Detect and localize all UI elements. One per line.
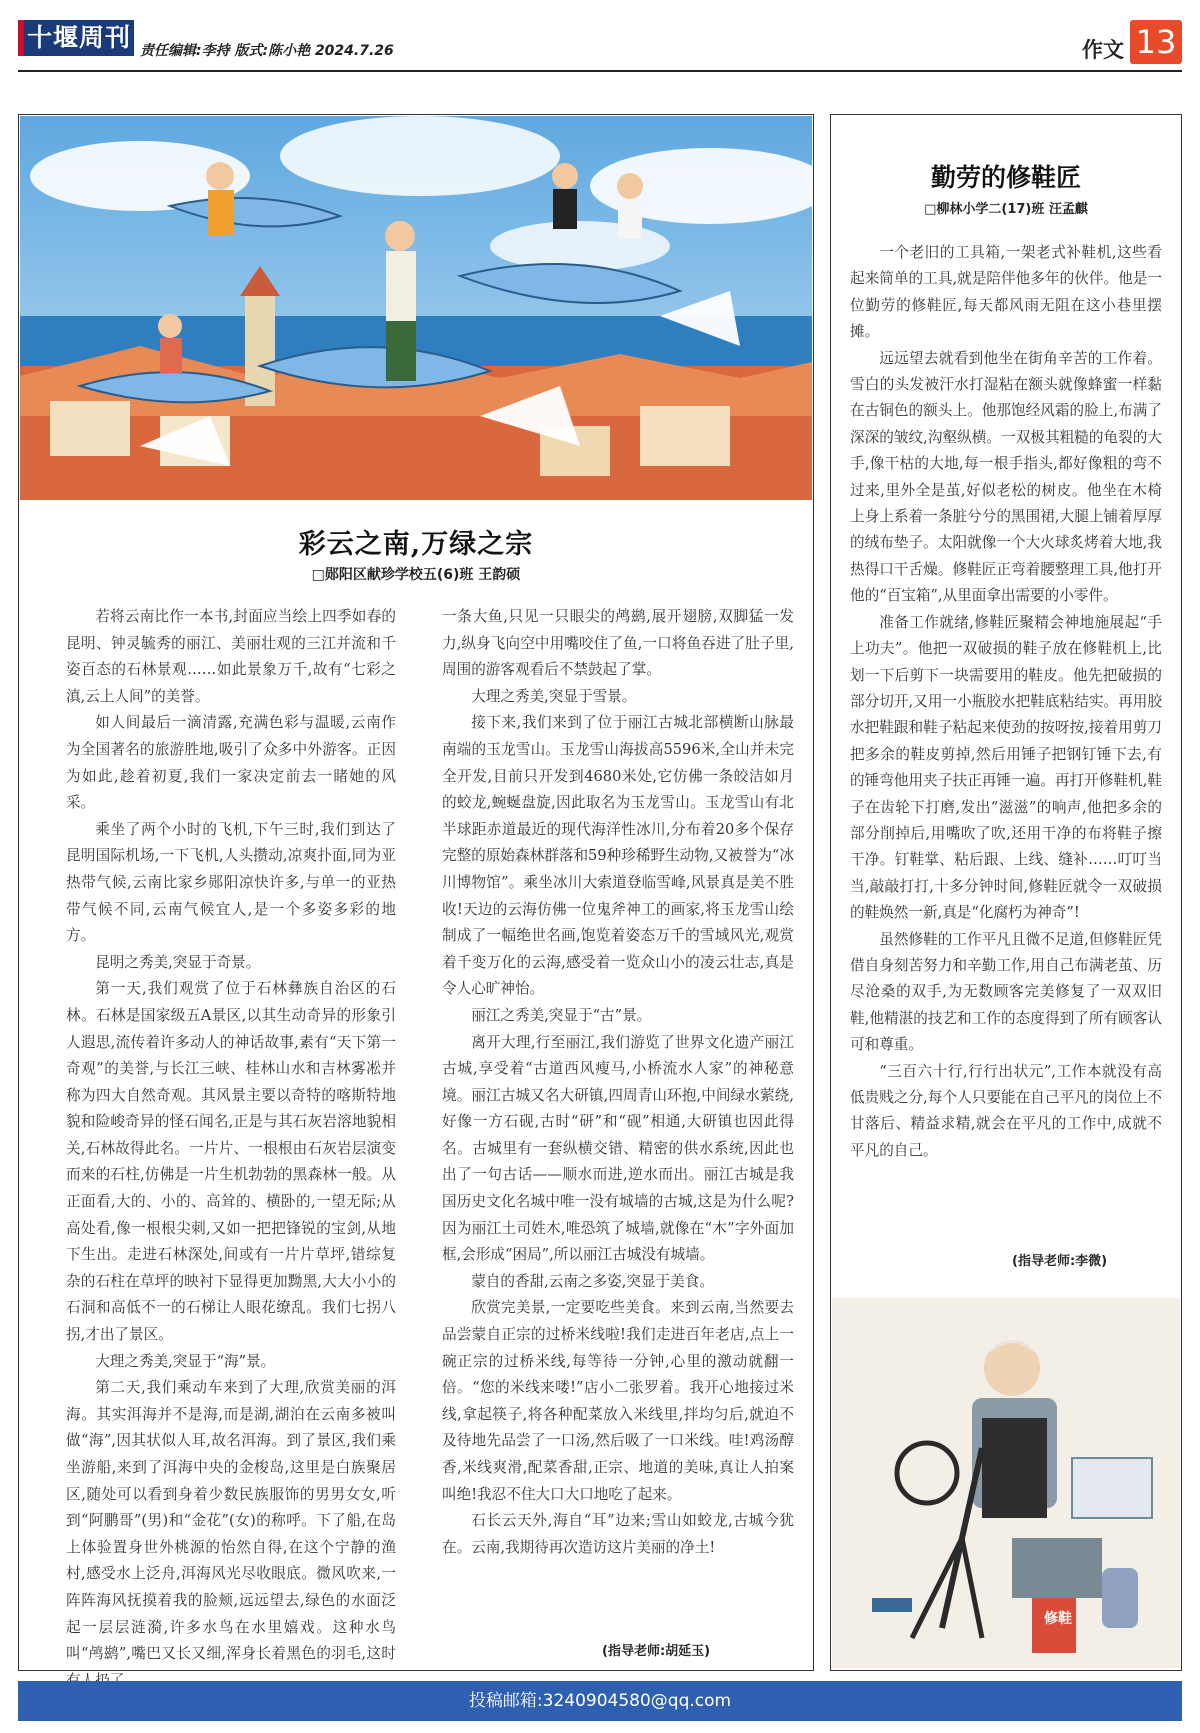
paragraph: 丽江之秀美,突显于“古”景。 [471, 1006, 652, 1024]
article-column-1 [66, 604, 396, 1694]
page-header [0, 0, 1200, 95]
article-byline: □郧阳区献珍学校五(6)班 王韵硕 [311, 567, 521, 583]
shoe-repair-sign: 修鞋 [1044, 1611, 1072, 1627]
paragraph: 虽然修鞋的工作平凡且微不足道,但修鞋匠凭借自身刻苦努力和辛勤工作,用自己布满老茧、历尽沧桑的双手,为无数顾客完美修复了一双双旧鞋,他精湛的技艺和工作的态度得到了所有顾客认可和尊重。 [850, 930, 1162, 1054]
paragraph: 大理之秀美,突显于雪景。 [471, 687, 637, 705]
paragraph: 准备工作就绪,修鞋匠聚精会神地施展起“手上功夫”。他把一双破损的鞋子放在修鞋机上,比划一下后剪下一块需要用的鞋皮。他先把破损的部分切开,又用一小瓶胶水把鞋底粘结实。再用胶水把鞋跟和鞋子粘起来使劲的按呀按,接着用剪刀把多余的鞋皮剪掉,然后用锤子把钢钉锤下去,有的锤弯他用夹子扶正再锤一遍。再打开修鞋机,鞋子在齿轮下打磨,发出“滋滋”的响声,他把多余的部分削掉后,用嘴吹了吹,还用干净的布将鞋子擦干净。钉鞋掌、粘后跟、上线、缝补……叮叮当当,敲敲打打,十多分钟时间,修鞋匠就令一双破损的鞋焕然一新,真是“化腐朽为神奇”! [850, 613, 1162, 922]
paragraph: 如人间最后一滴清露,充满色彩与温暖,云南作为全国著名的旅游胜地,吸引了众多中外游客。正因为如此,趁着初夏,我们一家决定前去一睹她的风采。 [66, 714, 396, 812]
paragraph: 若将云南比作一本书,封面应当绘上四季如春的昆明、钟灵毓秀的丽江、美丽壮观的三江并流和千姿百态的石林景观……如此景象万千,故有“七彩之滇,云上人间”的美誉。 [66, 608, 396, 705]
article-column-2 [442, 604, 794, 1561]
paragraph: 大理之秀美,突显于“海”景。 [95, 1352, 276, 1370]
paragraph: “三百六十行,行行出状元”,工作本就没有高低贵贱之分,每个人只要能在自己平凡的岗位上不甘落后、精益求精,就会在平凡的工作中,成就不平凡的自己。 [850, 1062, 1162, 1159]
paragraph: 蒙自的香甜,云南之多姿,突显于美食。 [471, 1272, 714, 1290]
paragraph: 一个老旧的工具箱,一架老式补鞋机,这些看起来简单的工具,就是陪伴他多年的伙伴。他是一位勤劳的修鞋匠,每天都风雨无阻在这小巷里摆摊。 [850, 244, 1162, 341]
article-teacher-credit: (指导老师:李微) [1012, 1254, 1108, 1269]
editor-info: 责任编辑:李持 版式:陈小艳 2024.7.26 [140, 43, 394, 59]
paragraph: 第二天,我们乘动车来到了大理,欣赏美丽的洱海。其实洱海并不是海,而是湖,湖泊在云南多被叫做“海”,因其状似人耳,故名洱海。到了景区,我们乘坐游船,来到了洱海中央的金梭岛,这里是白族聚居区,随处可以看到身着少数民族服饰的男男女女,听到“阿鹏哥”(男)和“金花”(女)的称呼。下了船,在岛上体验置身世外桃源的怡然自得,在这个宁静的渔村,感受水上泛舟,洱海风光尽收眼底。微风吹来,一阵阵海风抚摸着我的脸颊,远远望去,绿色的水面泛起一层层涟漪,许多水鸟在水里嬉戏。这种水鸟叫“鸬鹚”,嘴巴又长又细,浑身长着黑色的羽毛,这时 [66, 1379, 396, 1663]
article-byline: □柳林小学二(17)班 汪孟麒 [924, 202, 1088, 217]
yunnan-travel-illustration [20, 116, 812, 500]
article-title: 彩云之南,万绿之宗 [298, 529, 534, 560]
submission-email-footer: 投稿邮箱:3240904580@qq.com [18, 1681, 1182, 1721]
paragraph: 石长云天外,海自“耳”边来;雪山如蛟龙,古城今犹在。云南,我期待再次造访这片美丽的净土! [442, 1512, 794, 1556]
paragraph: 接下来,我们来到了位于丽江古城北部横断山脉最南端的玉龙雪山。玉龙雪山海拔高5596米,全山并未完全开发,目前只开发到4680米处,它仿佛一条皎洁如月的蛟龙,蜿蜒盘旋,因此取名为玉龙雪山。玉龙雪山有北半球距赤道最近的现代海洋性冰川,分布着20多个保存完整的原始森林群落和59种珍稀野生动物,又被誉为“冰川博物馆”。乘坐冰川大索道登临雪峰,风景真是美不胜收!天边的云海仿佛一位鬼斧神工的画家,将玉龙雪山绘制成了一幅绝世名画,饱览着姿态万千的雪域风光,观赏着千变万化的云海,感受着一览众山小的凌云壮志,真是令人心旷神怡。 [442, 714, 794, 998]
article-teacher-credit: (指导老师:胡延玉) [602, 1644, 711, 1659]
paragraph: 远远望去就看到他坐在街角辛苦的工作着。雪白的头发被汗水打湿粘在额头就像蜂蜜一样黏在古铜色的额头上。他那饱经风霜的脸上,布满了深深的皱纹,沟壑纵横。一双极其粗糙的龟裂的大手,像干枯的大地,每一根手指头,都好像粗的弯不过来,里外全是茧,好似老松的树皮。他坐在木椅上身上系着一条脏兮兮的黑围裙,大腿上铺着厚厚的绒布垫子。太阳就像一个大火球炙烤着大地,我热得口干舌燥。修鞋匠正弯着腰整理工具,他打开他的“百宝箱”,从里面拿出需要的小零件。 [850, 349, 1162, 605]
article-title: 勤劳的修鞋匠 [930, 163, 1081, 192]
section-title: 作文 [1082, 38, 1124, 62]
article-column-right [850, 240, 1162, 1164]
cobbler-illustration [832, 1298, 1180, 1668]
header-rule [18, 70, 1182, 72]
page-number-badge: 13 [1130, 20, 1182, 64]
paragraph: 欣赏完美景,一定要吃些美食。来到云南,当然要去品尝蒙自正宗的过桥米线啦!我们走进百年老店,点上一碗正宗的过桥米线,每等待一分钟,心里的激动就翻一倍。“您的米线来喽!”店小二张罗着。我开心地接过米线,拿起筷子,将各种配菜放入米线里,拌均匀后,就迫不及待地先品尝了一口汤,然后吸了一口米线。哇!鸡汤醇香,米线爽滑,配菜香甜,正宗、地道的美味,真让人拍案叫绝!我忍不住大口大口地吃了起来。 [442, 1299, 794, 1503]
paragraph: 乘坐了两个小时的飞机,下午三时,我们到达了昆明国际机场,一下飞机,人头攒动,凉爽扑面,同为亚热带气候,云南比家乡郧阳凉快许多,与单一的亚热带气候不同,云南气候宜人,是一个多姿多彩的地方。 [66, 820, 396, 945]
paragraph: 离开大理,行至丽江,我们游览了世界文化遗产丽江古城,享受着“古道西风瘦马,小桥流水人家”的神秘意境。丽江古城又名大研镇,四周青山环抱,中间绿水萦绕,好像一方石砚,古时“研”和“砚”相通,大研镇也因此得名。古城里有一套纵横交错、精密的供水系统,因此也出了一句古话——顺水而进,逆水而出。丽江古城是我国历史文化名城中唯一没有城墙的古城,这是为什么呢?因为丽江土司姓木,唯恐筑了城墙,就像在“木”字外面加框,会形成“困局”,所以丽江古城没有城墙。 [442, 1033, 794, 1264]
newspaper-logo: 十堰周刊 [18, 20, 134, 56]
paragraph: 昆明之秀美,突显于奇景。 [95, 953, 261, 971]
paragraph: 第一天,我们观赏了位于石林彝族自治区的石林。石林是国家级五A景区,以其生动奇异的形象引人遐思,流传着许多动人的神话故事,素有“天下第一奇观”的美誉,与长江三峡、桂林山水和吉林雾凇并称为四大自然奇观。其风景主要以奇特的喀斯特地貌和险峻奇异的怪石闻名,正是与其石灰岩溶地貌相关,石林故得此名。一片片、一根根由石灰岩层演变而来的石柱,仿佛是一片生机勃勃的黑森林一般。从正面看,大的、小的、高耸的、横卧的,一望无际;从高处看,像一根根尖刺,又如一把把锋锐的宝剑,从地下生出。走进石林深处,间或有一片片草坪,错综复杂的石柱在草坪的映衬下显得更加黝黑,大大小小的石洞和高低不一的石梯让人眼花缭乱。我们七拐八拐,才出了景区。 [66, 980, 396, 1344]
paragraph-continued: 一条大鱼,只见一只眼尖的鸬鹚,展开翅膀,双脚猛一发力,纵身飞向空中用嘴咬住了鱼,一口将鱼吞进了肚子里,周围的游客观看后不禁鼓起了掌。 [442, 608, 794, 679]
